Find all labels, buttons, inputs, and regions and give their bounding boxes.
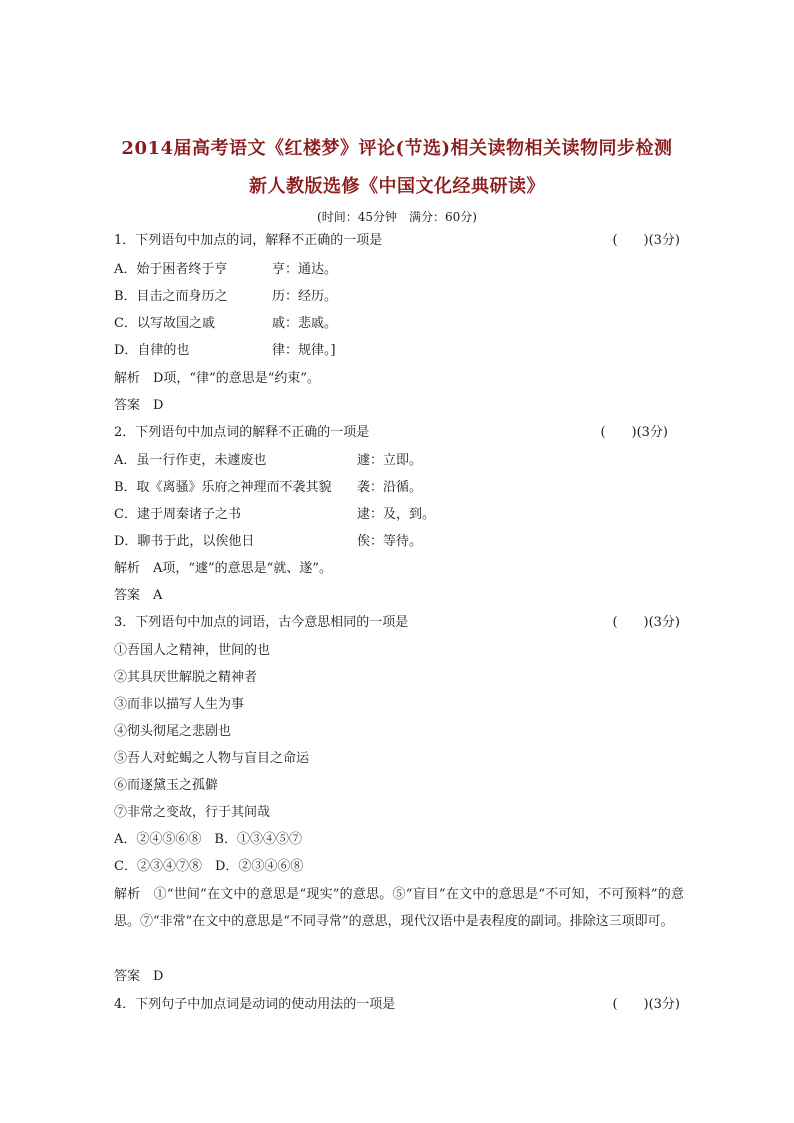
question-3-item-6: ⑥而逐黛玉之孤僻 [114, 778, 219, 793]
question-3-item-4: ④彻头彻尾之悲剧也 [114, 724, 232, 739]
question-2-option-c-gloss: 逮：及，到。 [357, 507, 436, 522]
question-3-choices-cd: C．②③④⑦⑧ D．②③④⑥⑧ [114, 859, 304, 874]
question-1-option-b: B．目击之而身历之 历：经历。 [114, 289, 338, 304]
question-2-option-b-gloss: 袭：沿循。 [357, 480, 423, 495]
question-3-item-1: ①吾国人之精神，世间的也 [114, 643, 271, 658]
question-1-option-a-gloss: 亨：通达。 [272, 262, 338, 277]
question-4-stem-row [114, 996, 680, 1014]
question-2-option-d: D．聊书于此，以俟他日 俟：等待。 [114, 534, 423, 549]
question-1-stem-row [114, 232, 680, 250]
question-1-option-d: D．自律的也 律：规律。] [114, 343, 336, 358]
question-3-analysis: 解析 ①“世间”在文中的意思是“现实”的意思。⑤“盲目”在文中的意思是“不可知，不可预料”的意思。⑦“非常”在文中的意思是“不同寻常”的意思，现代汉语中是表程度的副词。排除这三项即可。 [114, 887, 684, 929]
question-3-item-3: ③而非以描写人生为事 [114, 697, 245, 712]
question-1-stem: 1．下列语句中加点的词，解释不正确的一项是 [114, 233, 383, 248]
question-2-answer: 答案 A [114, 588, 163, 603]
question-2-option-c: C．逮于周秦诸子之书 逮：及，到。 [114, 507, 436, 522]
question-3-item-2: ②其具厌世解脱之精神者 [114, 670, 258, 685]
question-3-stem: 3．下列语句中加点的词语，古今意思相同的一项是 [114, 615, 409, 630]
document-title-line1: 2014届高考语文《红楼梦》评论(节选)相关读物相关读物同步检测 [121, 138, 673, 159]
question-3-choices-ab: A．②④⑤⑥⑧ B．①③④⑤⑦ [114, 832, 302, 847]
question-1-option-b-gloss: 历：经历。 [272, 289, 338, 304]
question-4-score: ( )(3分) [612, 997, 680, 1012]
question-1-option-c: C．以写故国之戚 戚：悲戚。 [114, 316, 338, 331]
question-1-option-a: A．始于困者终于亨 亨：通达。 [114, 262, 338, 277]
question-3-item-5: ⑤吾人对蛇蝎之人物与盲目之命运 [114, 751, 310, 766]
question-1-score: ( )(3分) [612, 233, 680, 248]
question-4-stem: 4．下列句子中加点词是动词的使动用法的一项是 [114, 997, 396, 1012]
question-2-option-a: A．虽一行作吏，未遽废也 遽：立即。 [114, 453, 423, 468]
question-3-stem-row [114, 614, 680, 632]
question-1-option-d-gloss: 律：规律。] [272, 343, 336, 358]
question-3-score: ( )(3分) [612, 615, 680, 630]
time-score-info: (时间：45分钟 满分：60分) [317, 210, 477, 224]
question-3-answer: 答案 D [114, 969, 164, 984]
question-2-option-d-gloss: 俟：等待。 [357, 534, 423, 549]
question-2-stem-row [114, 424, 680, 442]
question-2-option-b: B．取《离骚》乐府之神理而不袭其貌 袭：沿循。 [114, 480, 423, 495]
question-2-option-a-gloss: 遽：立即。 [357, 453, 423, 468]
question-3-item-7: ⑦非常之变故，行于其间哉 [114, 805, 271, 820]
question-2-stem: 2．下列语句中加点词的解释不正确的一项是 [114, 425, 370, 440]
question-1-analysis: 解析 D项，“律”的意思是“约束”。 [114, 371, 321, 386]
question-2-analysis: 解析 A项，“遽”的意思是“就、遂”。 [114, 561, 332, 576]
question-1-answer: 答案 D [114, 398, 164, 413]
document-title-line2: 新人教版选修《中国文化经典研读》 [249, 176, 545, 197]
question-2-score: ( )(3分) [600, 425, 668, 440]
question-1-option-c-gloss: 戚：悲戚。 [272, 316, 338, 331]
